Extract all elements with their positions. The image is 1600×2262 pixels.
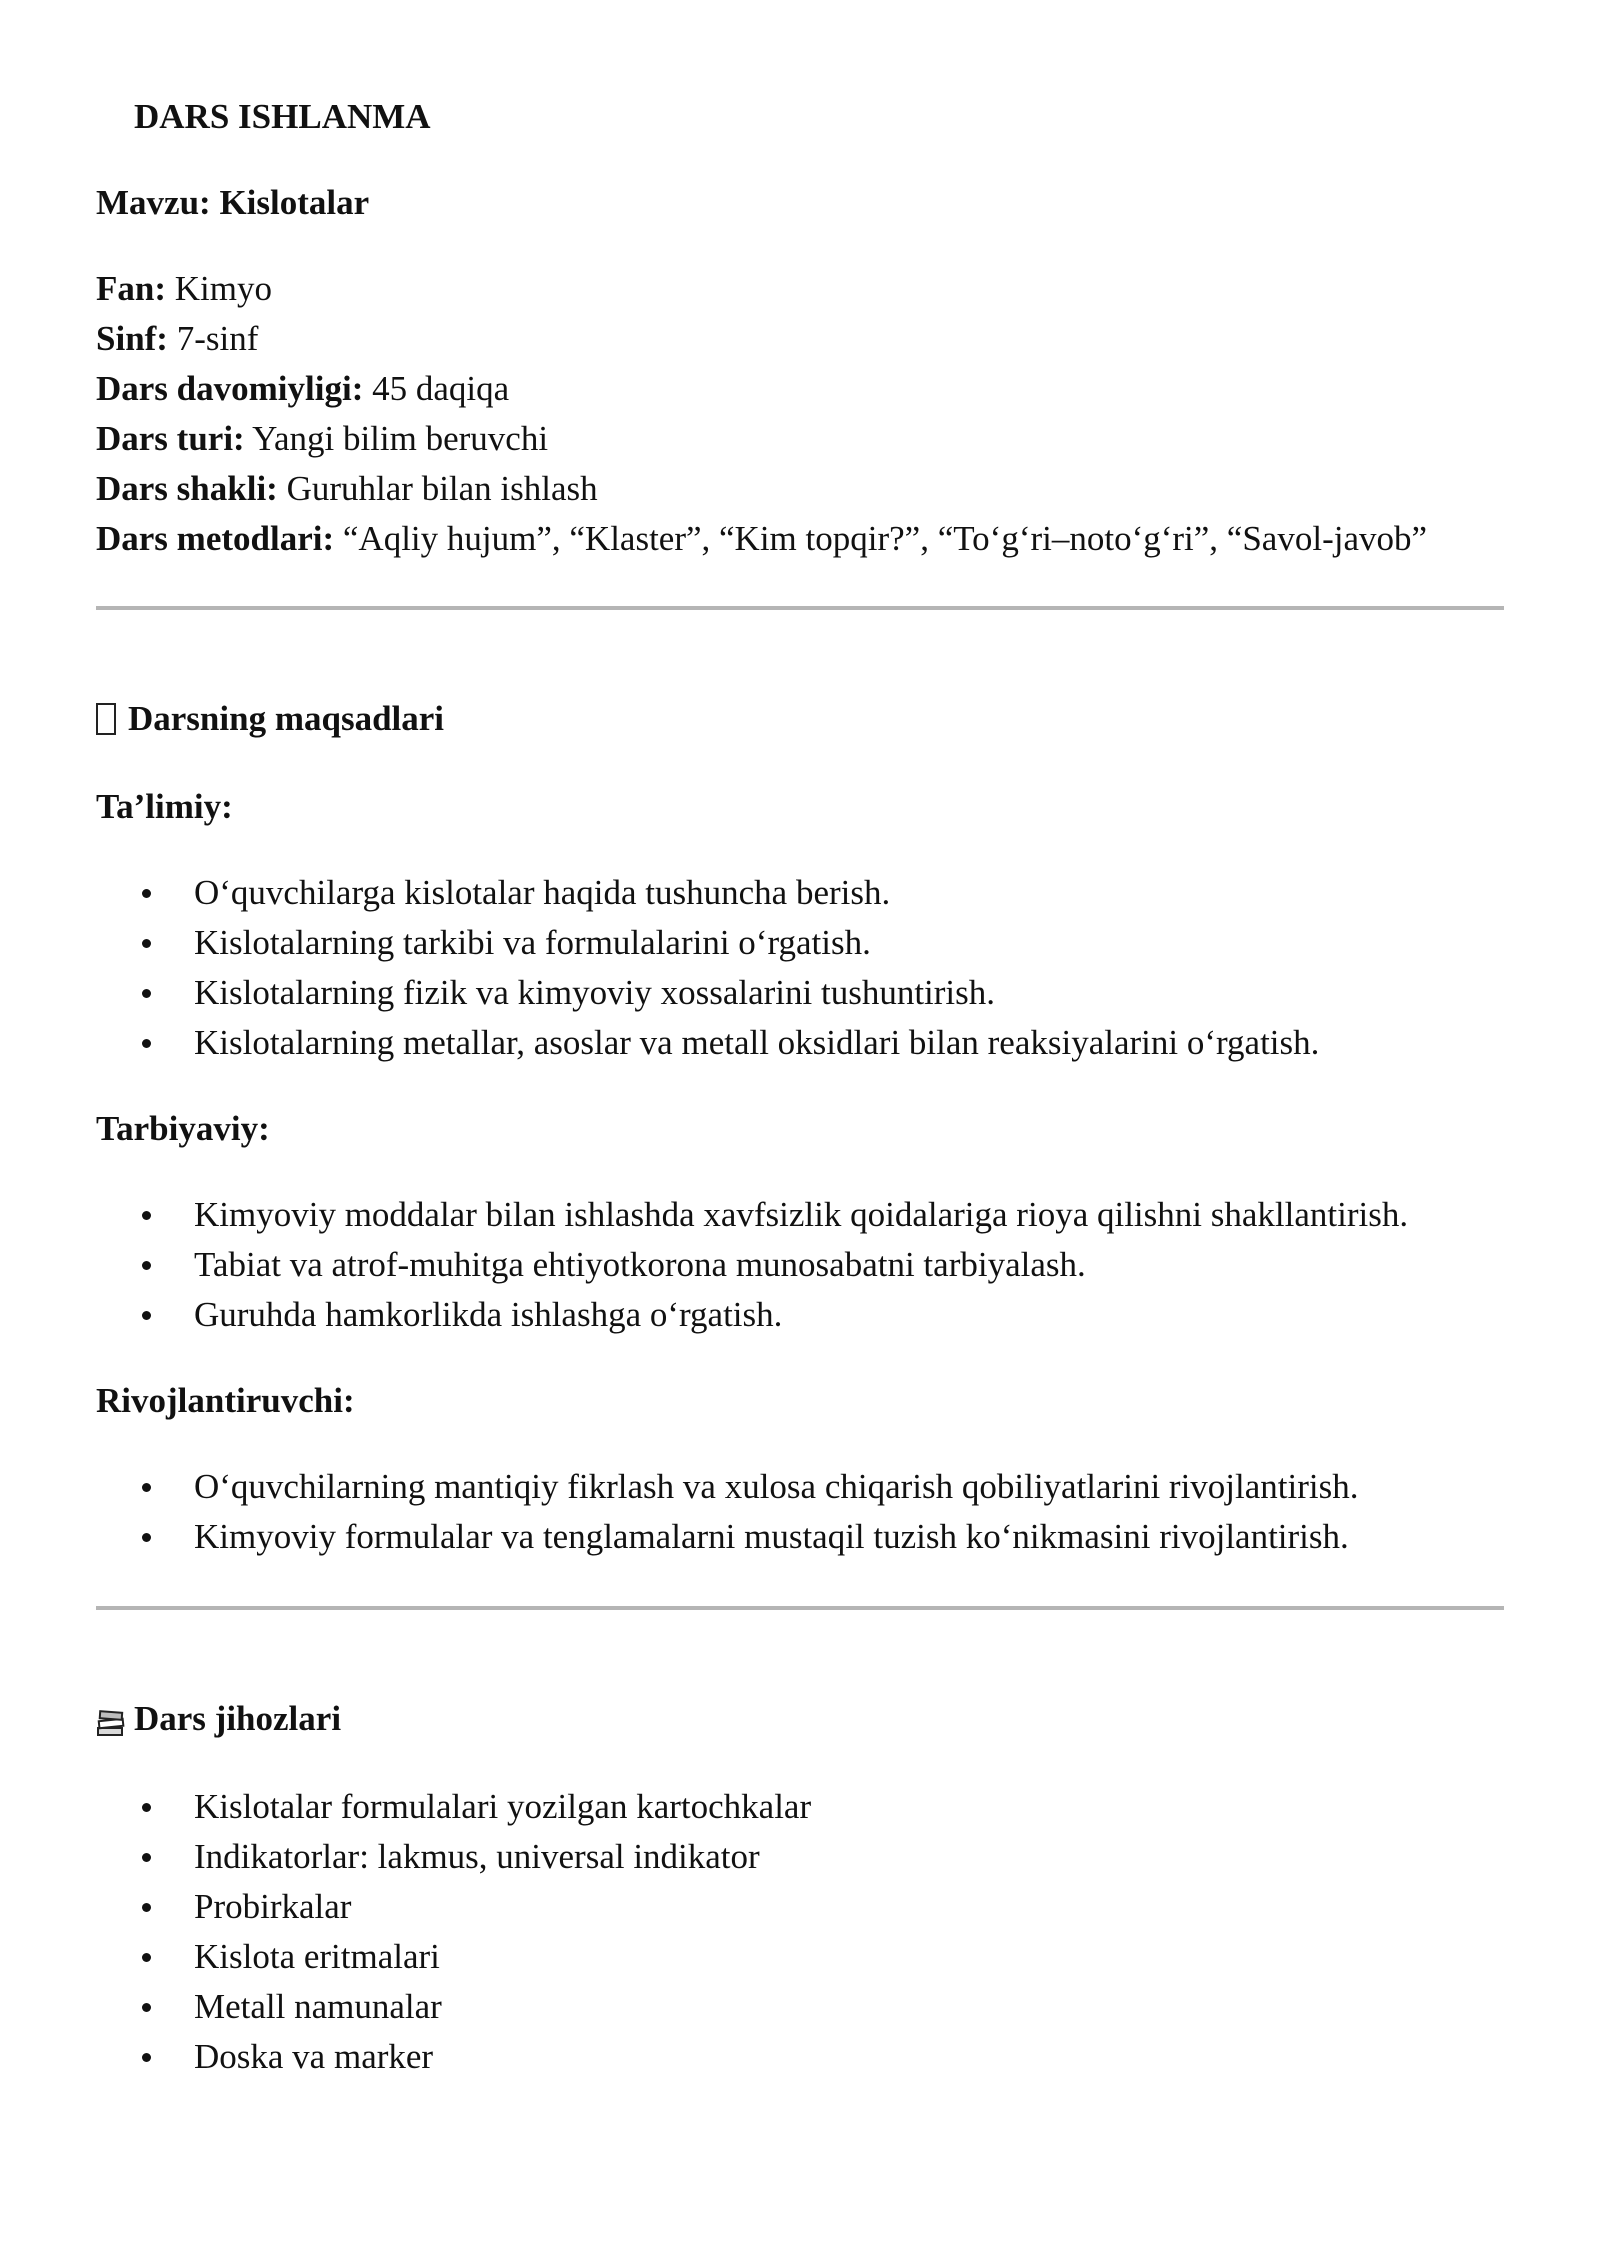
bullet-icon [142, 2053, 151, 2062]
bullet-icon [142, 2003, 151, 2012]
meta-label: Fan: [96, 269, 166, 308]
meta-label: Dars turi: [96, 419, 245, 458]
bullet-icon [142, 1853, 151, 1862]
lesson-meta [96, 264, 1466, 564]
bullet-icon [142, 1211, 151, 1220]
topic-label: Mavzu: [96, 183, 211, 222]
bullet-icon [142, 989, 151, 998]
bullet-icon [142, 1261, 151, 1270]
goal-group-title: Rivojlantiruvchi: [96, 1381, 355, 1420]
meta-row-duration [96, 364, 1466, 414]
bullet-icon [142, 1039, 151, 1048]
list-item: O‘quvchilarning mantiqiy fikrlash va xulosa chiqarish qobiliyatlarini rivojlantirish. [96, 1462, 1504, 1512]
list-item: Kimyoviy formulalar va tenglamalarni mustaqil tuzish ko‘nikmasini rivojlantirish. [96, 1512, 1504, 1562]
meta-value: “Aqliy hujum”, “Klaster”, “Kim topqir?”, “To‘g‘ri–noto‘g‘ri”, “Savol-javob” [342, 519, 1428, 558]
bullet-icon [142, 1533, 151, 1542]
bullet-icon [142, 889, 151, 898]
topic-value: Kislotalar [219, 183, 370, 222]
meta-value: Kimyo [174, 269, 272, 308]
meta-row-subject [96, 264, 1466, 314]
bullet-icon [142, 1483, 151, 1492]
list-item: Guruhda hamkorlikda ishlashga o‘rgatish. [96, 1290, 1504, 1340]
meta-value: 7-sinf [176, 319, 259, 358]
meta-row-grade [96, 314, 1466, 364]
bullet-icon [142, 1803, 151, 1812]
bullet-icon [142, 939, 151, 948]
goal-list-upbringing [96, 1190, 1504, 1340]
books-icon [96, 1703, 124, 1735]
list-item: Kislotalarning fizik va kimyoviy xossalarini tushuntirish. [96, 968, 1504, 1018]
meta-row-type [96, 414, 1466, 464]
bullet-icon [142, 1953, 151, 1962]
lesson-topic [96, 178, 1504, 228]
goal-group-title: Tarbiyaviy: [96, 1109, 270, 1148]
bullet-icon [142, 1311, 151, 1320]
meta-row-methods [96, 514, 1466, 564]
missing-glyph-icon [96, 703, 116, 735]
goals-title-text: Darsning maqsadlari [128, 699, 445, 738]
section-divider [96, 1606, 1504, 1610]
goals-section-title [96, 694, 1504, 744]
bullet-icon [142, 1903, 151, 1912]
list-item: Doska va marker [96, 2032, 1504, 2082]
list-item: Kislotalarning metallar, asoslar va metall oksidlari bilan reaksiyalarini o‘rgatish. [96, 1018, 1504, 1068]
list-item: Indikatorlar: lakmus, universal indikator [96, 1832, 1504, 1882]
meta-value: 45 daqiqa [372, 369, 510, 408]
document-title: DARS ISHLANMA [134, 97, 431, 136]
list-item: Kimyoviy moddalar bilan ishlashda xavfsizlik qoidalariga rioya qilishni shakllantirish. [96, 1190, 1504, 1240]
goal-group-title: Ta’limiy: [96, 787, 233, 826]
equipment-title-text: Dars jihozlari [134, 1699, 342, 1738]
list-item: Tabiat va atrof-muhitga ehtiyotkorona munosabatni tarbiyalash. [96, 1240, 1504, 1290]
list-item: Kislotalarning tarkibi va formulalarini o‘rgatish. [96, 918, 1504, 968]
meta-value: Guruhlar bilan ishlash [286, 469, 598, 508]
goal-list-developmental [96, 1462, 1504, 1562]
list-item: Kislota eritmalari [96, 1932, 1504, 1982]
meta-label: Dars shakli: [96, 469, 278, 508]
meta-row-form [96, 464, 1466, 514]
goal-list-educational [96, 868, 1504, 1068]
equipment-section-title [96, 1694, 1504, 1744]
section-divider [96, 606, 1504, 610]
list-item: Metall namunalar [96, 1982, 1504, 2032]
meta-label: Sinf: [96, 319, 168, 358]
meta-label: Dars metodlari: [96, 519, 335, 558]
equipment-list [96, 1782, 1504, 2082]
list-item: O‘quvchilarga kislotalar haqida tushuncha berish. [96, 868, 1504, 918]
list-item: Kislotalar formulalari yozilgan kartochkalar [96, 1782, 1504, 1832]
list-item: Probirkalar [96, 1882, 1504, 1932]
meta-label: Dars davomiyligi: [96, 369, 364, 408]
meta-value: Yangi bilim beruvchi [252, 419, 549, 458]
